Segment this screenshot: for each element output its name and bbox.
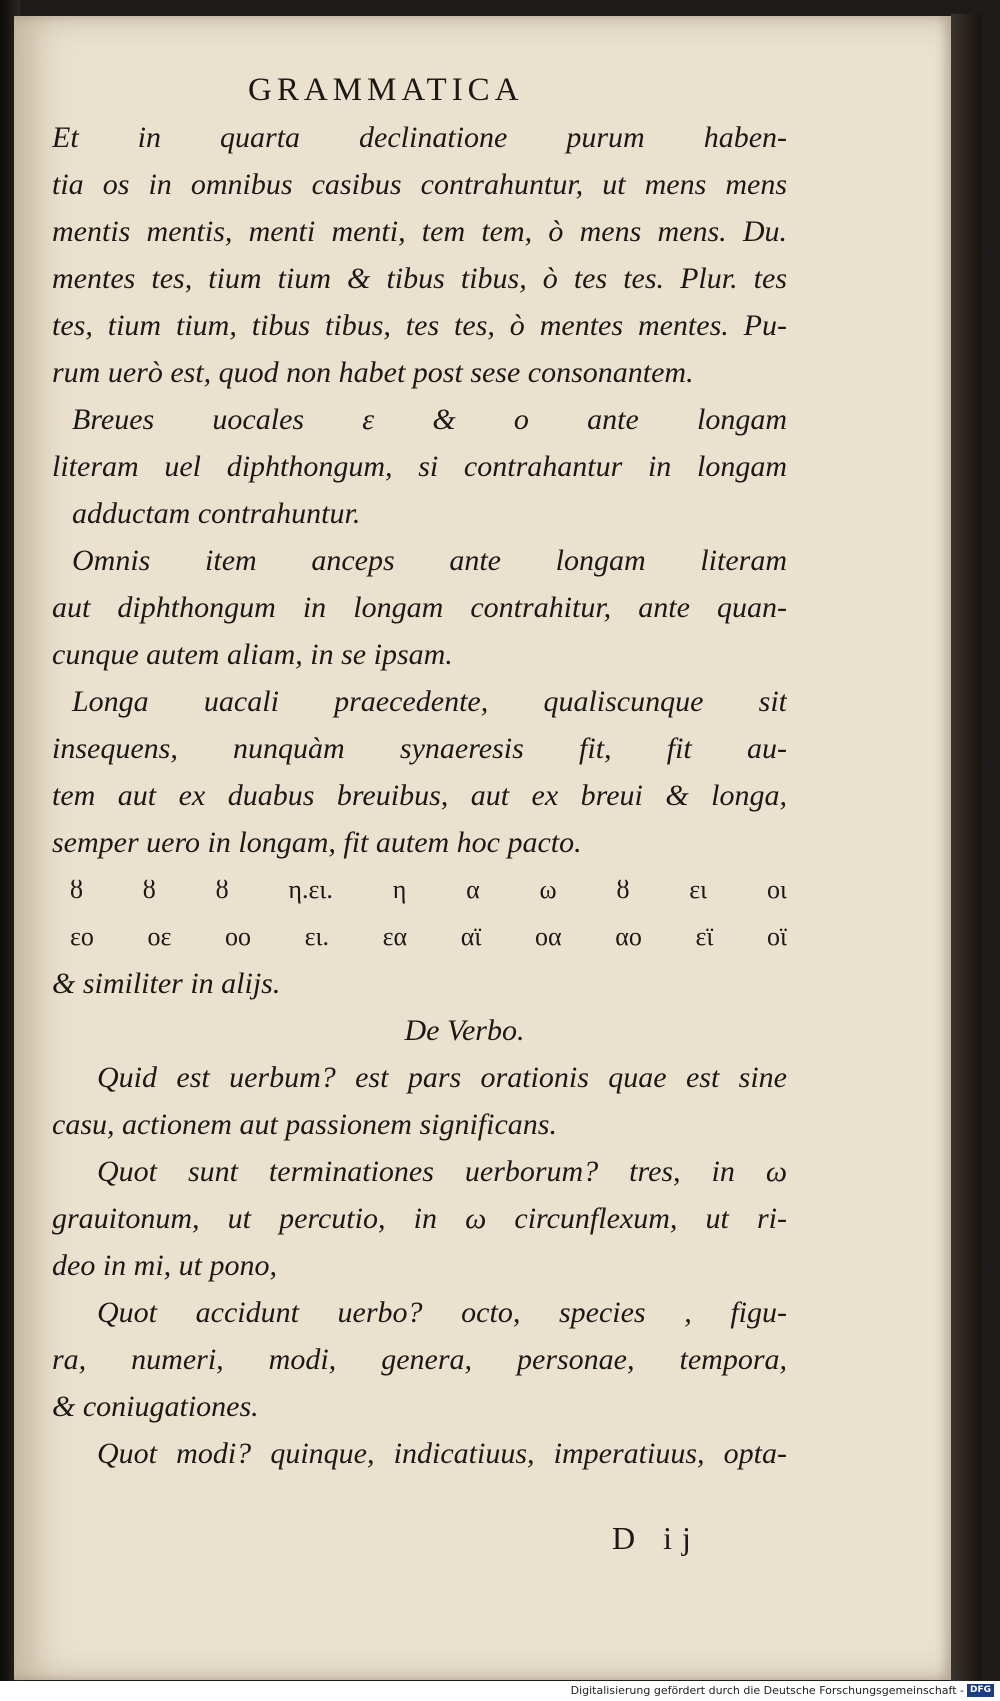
greek-glyph: οϊ	[766, 922, 787, 951]
greek-glyph: η	[392, 875, 407, 904]
greek-glyph: ει	[689, 875, 708, 904]
text-line: & similiter in alijs.	[52, 967, 281, 1000]
text-line: Quot sunt terminationes uerborum? tres, in ω	[97, 1155, 787, 1188]
running-head: GRAMMATICA	[248, 72, 524, 108]
text-line: tia os in omnibus casibus contrahuntur, ut mens mens	[52, 168, 787, 201]
greek-glyph-row	[52, 913, 787, 960]
text-line: casu, actionem aut passionem significans.	[52, 1108, 557, 1141]
greek-glyph: οε	[147, 922, 172, 951]
text-line: Breues uocales ε & o ante longam	[72, 403, 787, 436]
page-edge-shadow	[951, 14, 981, 1682]
text-line: tem aut ex duabus breuibus, aut ex breui & longa,	[52, 779, 787, 812]
text-line: rum uerò est, quod non habet post sese consonantem.	[52, 356, 694, 389]
text-line: deo in mi, ut pono,	[52, 1249, 277, 1282]
text-line: Et in quarta declinatione purum haben-	[52, 121, 787, 154]
greek-glyph: ȣ	[215, 875, 229, 904]
greek-glyph: οι	[766, 875, 787, 904]
greek-glyph: εο	[70, 922, 94, 951]
greek-glyph-row	[52, 866, 787, 913]
greek-glyph: α	[466, 875, 480, 904]
text-line: cunque autem aliam, in se ipsam.	[52, 638, 453, 671]
greek-glyph: ω	[539, 875, 557, 904]
text-line: mentes tes, tium tium & tibus tibus, ò tes tes. Plur. tes	[52, 262, 787, 295]
section-heading: De Verbo.	[404, 1014, 525, 1047]
text-line: Quot accidunt uerbo? octo, species , figu-	[97, 1296, 787, 1329]
greek-glyph: εα	[382, 922, 408, 951]
text-line: insequens, nunquàm synaeresis fit, fit au-	[52, 732, 787, 765]
greek-glyph: οο	[225, 922, 252, 951]
text-line: Quot modi? quinque, indicatiuus, imperatiuus, opta-	[97, 1437, 787, 1470]
text-line: aut diphthongum in longam contrahitur, ante quan-	[52, 591, 787, 624]
text-line: grauitonum, ut percutio, in ω circunflexum, ut ri-	[52, 1202, 787, 1235]
text-line: Omnis item anceps ante longam literam	[72, 544, 787, 577]
text-line: literam uel diphthongum, si contrahantur in longam	[52, 450, 787, 483]
text-line: semper uero in longam, fit autem hoc pacto.	[52, 826, 582, 859]
greek-glyph: ȣ	[142, 875, 156, 904]
signature-mark: D ij	[612, 1520, 701, 1556]
greek-glyph: η.ει.	[288, 875, 333, 904]
greek-glyph: εϊ	[695, 922, 714, 951]
text-line: Longa uacali praecedente, qualiscunque sit	[72, 685, 787, 718]
text-line: ra, numeri, modi, genera, personae, tempora,	[52, 1343, 787, 1376]
dfg-logo: DFG	[967, 1684, 994, 1697]
text-line: tes, tium tium, tibus tibus, tes tes, ò mentes mentes. Pu-	[52, 309, 787, 342]
page-text	[52, 114, 787, 1477]
text-line: & coniugationes.	[52, 1390, 259, 1423]
greek-glyph: ȣ	[70, 875, 83, 904]
greek-glyph: οα	[535, 922, 562, 951]
greek-glyph: ȣ	[616, 875, 630, 904]
text-line: adductam contrahuntur.	[72, 497, 361, 530]
greek-glyph: αϊ	[460, 922, 482, 951]
text-line: mentis mentis, menti menti, tem tem, ò mens mens. Du.	[52, 215, 787, 248]
greek-glyph: αο	[615, 922, 642, 951]
text-line: Quid est uerbum? est pars orationis quae est sine	[97, 1061, 787, 1094]
greek-glyph: ει.	[304, 922, 330, 951]
funding-credit: Digitalisierung gefördert durch die Deutsche Forschungsgemeinschaft -	[570, 1684, 964, 1697]
